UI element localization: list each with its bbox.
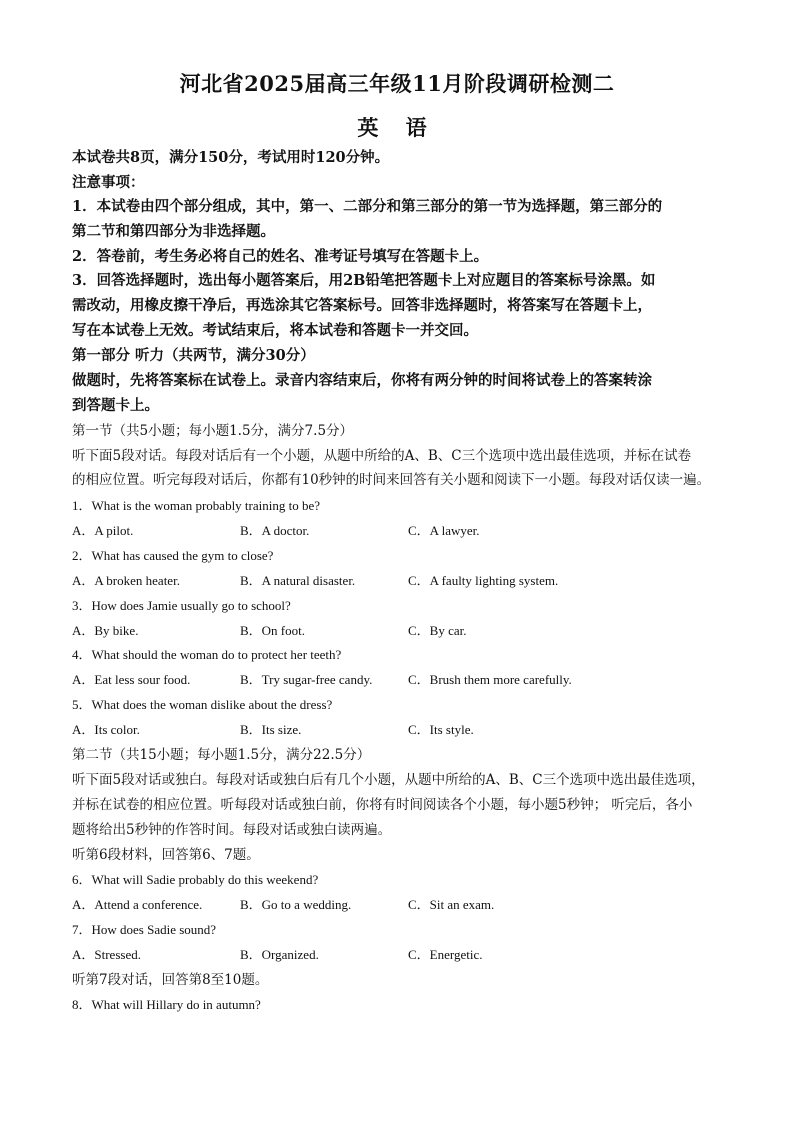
option-b: B．A natural disaster. <box>240 573 356 588</box>
option-c: C．Energetic. <box>408 947 483 962</box>
part1-instruction: 做题时，先将答案标在试卷上。录音内容结束后，你将有两分钟的时间将试卷上的答案转涂 <box>72 372 652 389</box>
exam-title: 河北省2025届高三年级11月阶段调研检测二 <box>179 71 615 96</box>
option-b: B．A doctor. <box>240 523 310 538</box>
question-6: 6．What will Sadie probably do this weekend? <box>72 872 319 887</box>
option-c: C．Its style. <box>408 722 474 737</box>
question-3: 3．How does Jamie usually go to school? <box>72 598 291 613</box>
section2-instruction: 题将给出5秒钟的作答时间。每段对话或独白读两遍。 <box>72 822 392 838</box>
section1-instruction: 听下面5段对话。每段对话后有一个小题，从题中所给的A、B、C三个选项中选出最佳选项，并标在试卷 <box>72 448 692 464</box>
notice-line: 1．本试卷由四个部分组成，其中，第一、二部分和第三部分的第一节为选择题，第三部分的 <box>72 198 663 215</box>
question-7: 7．How does Sadie sound? <box>72 922 217 937</box>
notice-line: 2．答卷前，考生务必将自己的姓名、准考证号填写在答题卡上。 <box>72 248 489 265</box>
option-a: A．Its color. <box>72 722 140 737</box>
option-a: A．Eat less sour food. <box>72 672 191 687</box>
question-5: 5．What does the woman dislike about the dress? <box>72 697 333 712</box>
notice-line: 第二节和第四部分为非选择题。 <box>72 223 275 240</box>
section2-heading: 第二节（共15小题；每小题1.5分，满分22.5分） <box>72 747 371 763</box>
option-c: C．Sit an exam. <box>408 897 495 912</box>
subject-title: 英 语 <box>357 115 437 140</box>
section1-instruction: 的相应位置。听完每段对话后，你都有10秒钟的时间来回答有关小题和阅读下一小题。每段对话仅读一遍。 <box>72 472 711 488</box>
option-a: A．A pilot. <box>72 523 134 538</box>
question-2: 2．What has caused the gym to close? <box>72 548 274 563</box>
exam-intro: 本试卷共8页，满分150分，考试用时120分钟。 <box>72 149 390 166</box>
option-c: C．A lawyer. <box>408 523 480 538</box>
option-c: C．Brush them more carefully. <box>408 672 572 687</box>
notice-heading: 注意事项： <box>72 174 145 191</box>
section2-instruction: 听下面5段对话或独白。每段对话或独白后有几个小题，从题中所给的A、B、C三个选项中选出最佳选项， <box>72 772 705 788</box>
section1-heading: 第一节（共5小题；每小题1.5分，满分7.5分） <box>72 423 354 439</box>
part1-heading: 第一部分 听力（共两节，满分30分） <box>72 347 315 364</box>
question-8: 8．What will Hillary do in autumn? <box>72 997 261 1012</box>
option-b: B．Organized. <box>240 947 319 962</box>
option-a: A．By bike. <box>72 623 139 638</box>
option-b: B．On foot. <box>240 623 306 638</box>
option-a: A．Attend a conference. <box>72 897 203 912</box>
notice-line: 写在本试卷上无效。考试结束后，将本试卷和答题卡一并交回。 <box>72 322 478 339</box>
material-7-instruction: 听第7段对话，回答第8至10题。 <box>72 972 269 988</box>
option-c: C．By car. <box>408 623 467 638</box>
option-b: B．Try sugar-free candy. <box>240 672 373 687</box>
option-a: A．Stressed. <box>72 947 141 962</box>
option-a: A．A broken heater. <box>72 573 180 588</box>
part1-instruction: 到答题卡上。 <box>72 397 159 414</box>
question-4: 4．What should the woman do to protect her teeth? <box>72 647 342 662</box>
option-b: B．Its size. <box>240 722 302 737</box>
notice-line: 需改动，用橡皮擦干净后，再选涂其它答案标号。回答非选择题时，将答案写在答题卡上， <box>72 297 652 314</box>
option-b: B．Go to a wedding. <box>240 897 352 912</box>
material-6-instruction: 听第6段材料，回答第6、7题。 <box>72 847 260 863</box>
option-c: C．A faulty lighting system. <box>408 573 559 588</box>
question-1: 1．What is the woman probably training to be? <box>72 498 321 513</box>
section2-instruction: 并标在试卷的相应位置。听每段对话或独白前，你将有时间阅读各个小题，每小题5秒钟； 听完后，各小 <box>72 797 693 813</box>
notice-line: 3．回答选择题时，选出每小题答案后，用2B铅笔把答题卡上对应题目的答案标号涂黑。如 <box>72 272 656 289</box>
